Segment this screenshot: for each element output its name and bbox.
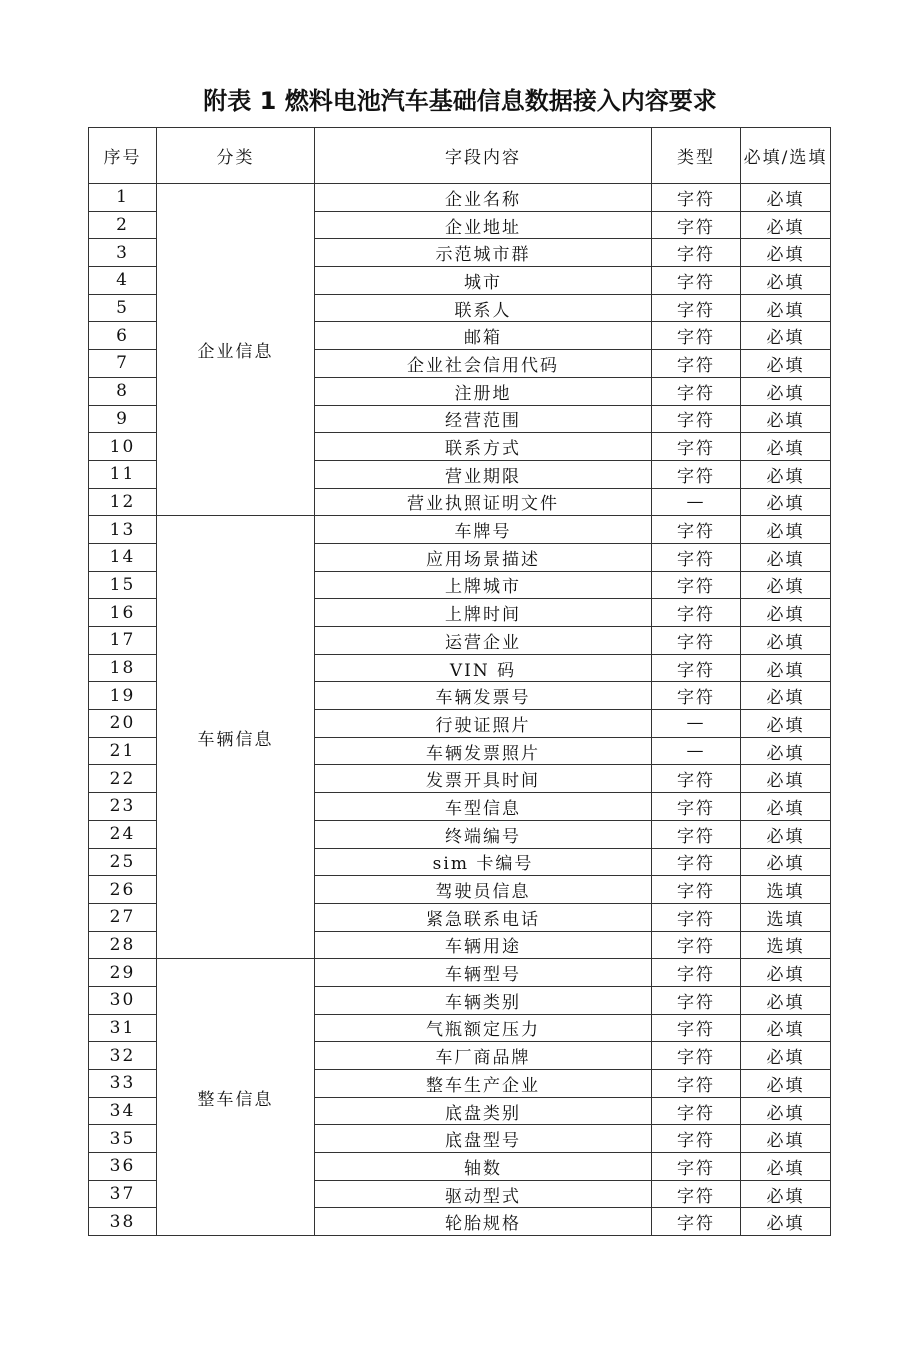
field-type: 字符 (652, 959, 741, 987)
required-flag: 必填 (741, 294, 831, 322)
field-type: 字符 (652, 876, 741, 904)
table-header (89, 128, 831, 184)
required-flag: 必填 (741, 765, 831, 793)
field-type: 字符 (652, 184, 741, 212)
category-cell: 企业信息 (157, 184, 315, 516)
field-name: 底盘类别 (315, 1097, 652, 1125)
field-name: 轮胎规格 (315, 1208, 652, 1236)
field-name: 联系人 (315, 294, 652, 322)
field-name: 应用场景描述 (315, 543, 652, 571)
row-number: 9 (89, 405, 157, 433)
field-name: 终端编号 (315, 820, 652, 848)
row-number: 26 (89, 876, 157, 904)
row-number: 32 (89, 1042, 157, 1070)
required-flag: 必填 (741, 986, 831, 1014)
required-flag: 必填 (741, 1070, 831, 1098)
field-type: 字符 (652, 322, 741, 350)
field-name: 示范城市群 (315, 239, 652, 267)
field-type: — (652, 488, 741, 516)
field-type: 字符 (652, 654, 741, 682)
field-name: 企业地址 (315, 211, 652, 239)
row-number: 22 (89, 765, 157, 793)
category-cell: 整车信息 (157, 959, 315, 1236)
header-type: 类型 (652, 128, 741, 184)
field-type: 字符 (652, 1042, 741, 1070)
header-row (89, 128, 831, 184)
field-type: 字符 (652, 986, 741, 1014)
required-flag: 必填 (741, 599, 831, 627)
field-type: 字符 (652, 350, 741, 378)
field-name: 车辆用途 (315, 931, 652, 959)
field-type: 字符 (652, 1097, 741, 1125)
field-type: 字符 (652, 820, 741, 848)
row-number: 4 (89, 267, 157, 295)
row-number: 23 (89, 793, 157, 821)
required-flag: 必填 (741, 350, 831, 378)
table-row (89, 516, 831, 544)
field-name: 营业执照证明文件 (315, 488, 652, 516)
field-name: 企业社会信用代码 (315, 350, 652, 378)
required-flag: 必填 (741, 1042, 831, 1070)
required-flag: 必填 (741, 488, 831, 516)
row-number: 19 (89, 682, 157, 710)
row-number: 28 (89, 931, 157, 959)
field-name: 城市 (315, 267, 652, 295)
required-flag: 必填 (741, 1208, 831, 1236)
row-number: 1 (89, 184, 157, 212)
category-cell: 车辆信息 (157, 516, 315, 959)
row-number: 6 (89, 322, 157, 350)
row-number: 12 (89, 488, 157, 516)
row-number: 24 (89, 820, 157, 848)
field-type: 字符 (652, 931, 741, 959)
required-flag: 必填 (741, 460, 831, 488)
field-type: 字符 (652, 516, 741, 544)
field-type: 字符 (652, 682, 741, 710)
field-type: — (652, 737, 741, 765)
header-category: 分类 (157, 128, 315, 184)
field-type: 字符 (652, 793, 741, 821)
field-type: 字符 (652, 294, 741, 322)
table-row (89, 959, 831, 987)
row-number: 7 (89, 350, 157, 378)
required-flag: 必填 (741, 516, 831, 544)
row-number: 34 (89, 1097, 157, 1125)
field-type: 字符 (652, 433, 741, 461)
required-flag: 必填 (741, 543, 831, 571)
required-flag: 必填 (741, 211, 831, 239)
row-number: 2 (89, 211, 157, 239)
field-type: 字符 (652, 239, 741, 267)
field-name: 车牌号 (315, 516, 652, 544)
field-name: 企业名称 (315, 184, 652, 212)
required-flag: 必填 (741, 627, 831, 655)
row-number: 20 (89, 710, 157, 738)
required-flag: 必填 (741, 959, 831, 987)
field-type: 字符 (652, 211, 741, 239)
field-name: 紧急联系电话 (315, 903, 652, 931)
field-type: 字符 (652, 1070, 741, 1098)
field-name: 邮箱 (315, 322, 652, 350)
required-flag: 必填 (741, 377, 831, 405)
row-number: 16 (89, 599, 157, 627)
row-number: 36 (89, 1153, 157, 1181)
required-flag: 选填 (741, 876, 831, 904)
field-type: 字符 (652, 377, 741, 405)
required-flag: 必填 (741, 710, 831, 738)
required-flag: 必填 (741, 267, 831, 295)
data-requirements-table (88, 127, 831, 1236)
field-type: 字符 (652, 267, 741, 295)
field-type: 字符 (652, 460, 741, 488)
field-type: 字符 (652, 599, 741, 627)
field-name: 营业期限 (315, 460, 652, 488)
table-row (89, 184, 831, 212)
required-flag: 必填 (741, 793, 831, 821)
field-type: 字符 (652, 1153, 741, 1181)
field-name: 驱动型式 (315, 1180, 652, 1208)
table-body (89, 184, 831, 1236)
field-type: 字符 (652, 543, 741, 571)
field-name: 注册地 (315, 377, 652, 405)
row-number: 21 (89, 737, 157, 765)
required-flag: 必填 (741, 1097, 831, 1125)
page-title: 附表 1 燃料电池汽车基础信息数据接入内容要求 (203, 87, 717, 115)
field-name: 行驶证照片 (315, 710, 652, 738)
field-name: 气瓶额定压力 (315, 1014, 652, 1042)
row-number: 15 (89, 571, 157, 599)
field-type: 字符 (652, 627, 741, 655)
required-flag: 选填 (741, 903, 831, 931)
field-name: 经营范围 (315, 405, 652, 433)
required-flag: 必填 (741, 848, 831, 876)
required-flag: 必填 (741, 405, 831, 433)
required-flag: 必填 (741, 1125, 831, 1153)
required-flag: 必填 (741, 682, 831, 710)
row-number: 11 (89, 460, 157, 488)
required-flag: 必填 (741, 239, 831, 267)
required-flag: 必填 (741, 820, 831, 848)
field-type: 字符 (652, 1014, 741, 1042)
field-name: 车型信息 (315, 793, 652, 821)
header-field: 字段内容 (315, 128, 652, 184)
field-name: 底盘型号 (315, 1125, 652, 1153)
row-number: 14 (89, 543, 157, 571)
required-flag: 必填 (741, 1153, 831, 1181)
row-number: 38 (89, 1208, 157, 1236)
field-type: 字符 (652, 1208, 741, 1236)
row-number: 31 (89, 1014, 157, 1042)
required-flag: 必填 (741, 1014, 831, 1042)
field-name: 上牌城市 (315, 571, 652, 599)
field-name: VIN 码 (315, 654, 652, 682)
field-name: 整车生产企业 (315, 1070, 652, 1098)
required-flag: 必填 (741, 737, 831, 765)
field-type: 字符 (652, 765, 741, 793)
field-type: — (652, 710, 741, 738)
field-name: 驾驶员信息 (315, 876, 652, 904)
row-number: 30 (89, 986, 157, 1014)
field-name: 轴数 (315, 1153, 652, 1181)
row-number: 3 (89, 239, 157, 267)
row-number: 33 (89, 1070, 157, 1098)
row-number: 29 (89, 959, 157, 987)
field-name: 车辆类别 (315, 986, 652, 1014)
field-name: 车辆发票照片 (315, 737, 652, 765)
field-type: 字符 (652, 848, 741, 876)
header-required: 必填/选填 (741, 128, 831, 184)
required-flag: 必填 (741, 433, 831, 461)
required-flag: 必填 (741, 571, 831, 599)
field-name: sim 卡编号 (315, 848, 652, 876)
required-flag: 必填 (741, 654, 831, 682)
field-name: 上牌时间 (315, 599, 652, 627)
field-name: 发票开具时间 (315, 765, 652, 793)
row-number: 10 (89, 433, 157, 461)
required-flag: 必填 (741, 322, 831, 350)
field-type: 字符 (652, 1125, 741, 1153)
row-number: 5 (89, 294, 157, 322)
field-type: 字符 (652, 1180, 741, 1208)
required-flag: 选填 (741, 931, 831, 959)
required-flag: 必填 (741, 1180, 831, 1208)
row-number: 8 (89, 377, 157, 405)
row-number: 17 (89, 627, 157, 655)
row-number: 13 (89, 516, 157, 544)
field-name: 车辆型号 (315, 959, 652, 987)
field-type: 字符 (652, 903, 741, 931)
row-number: 35 (89, 1125, 157, 1153)
field-name: 车厂商品牌 (315, 1042, 652, 1070)
row-number: 37 (89, 1180, 157, 1208)
row-number: 25 (89, 848, 157, 876)
header-no: 序号 (89, 128, 157, 184)
field-type: 字符 (652, 571, 741, 599)
row-number: 18 (89, 654, 157, 682)
field-type: 字符 (652, 405, 741, 433)
required-flag: 必填 (741, 184, 831, 212)
field-name: 车辆发票号 (315, 682, 652, 710)
field-name: 联系方式 (315, 433, 652, 461)
row-number: 27 (89, 903, 157, 931)
field-name: 运营企业 (315, 627, 652, 655)
